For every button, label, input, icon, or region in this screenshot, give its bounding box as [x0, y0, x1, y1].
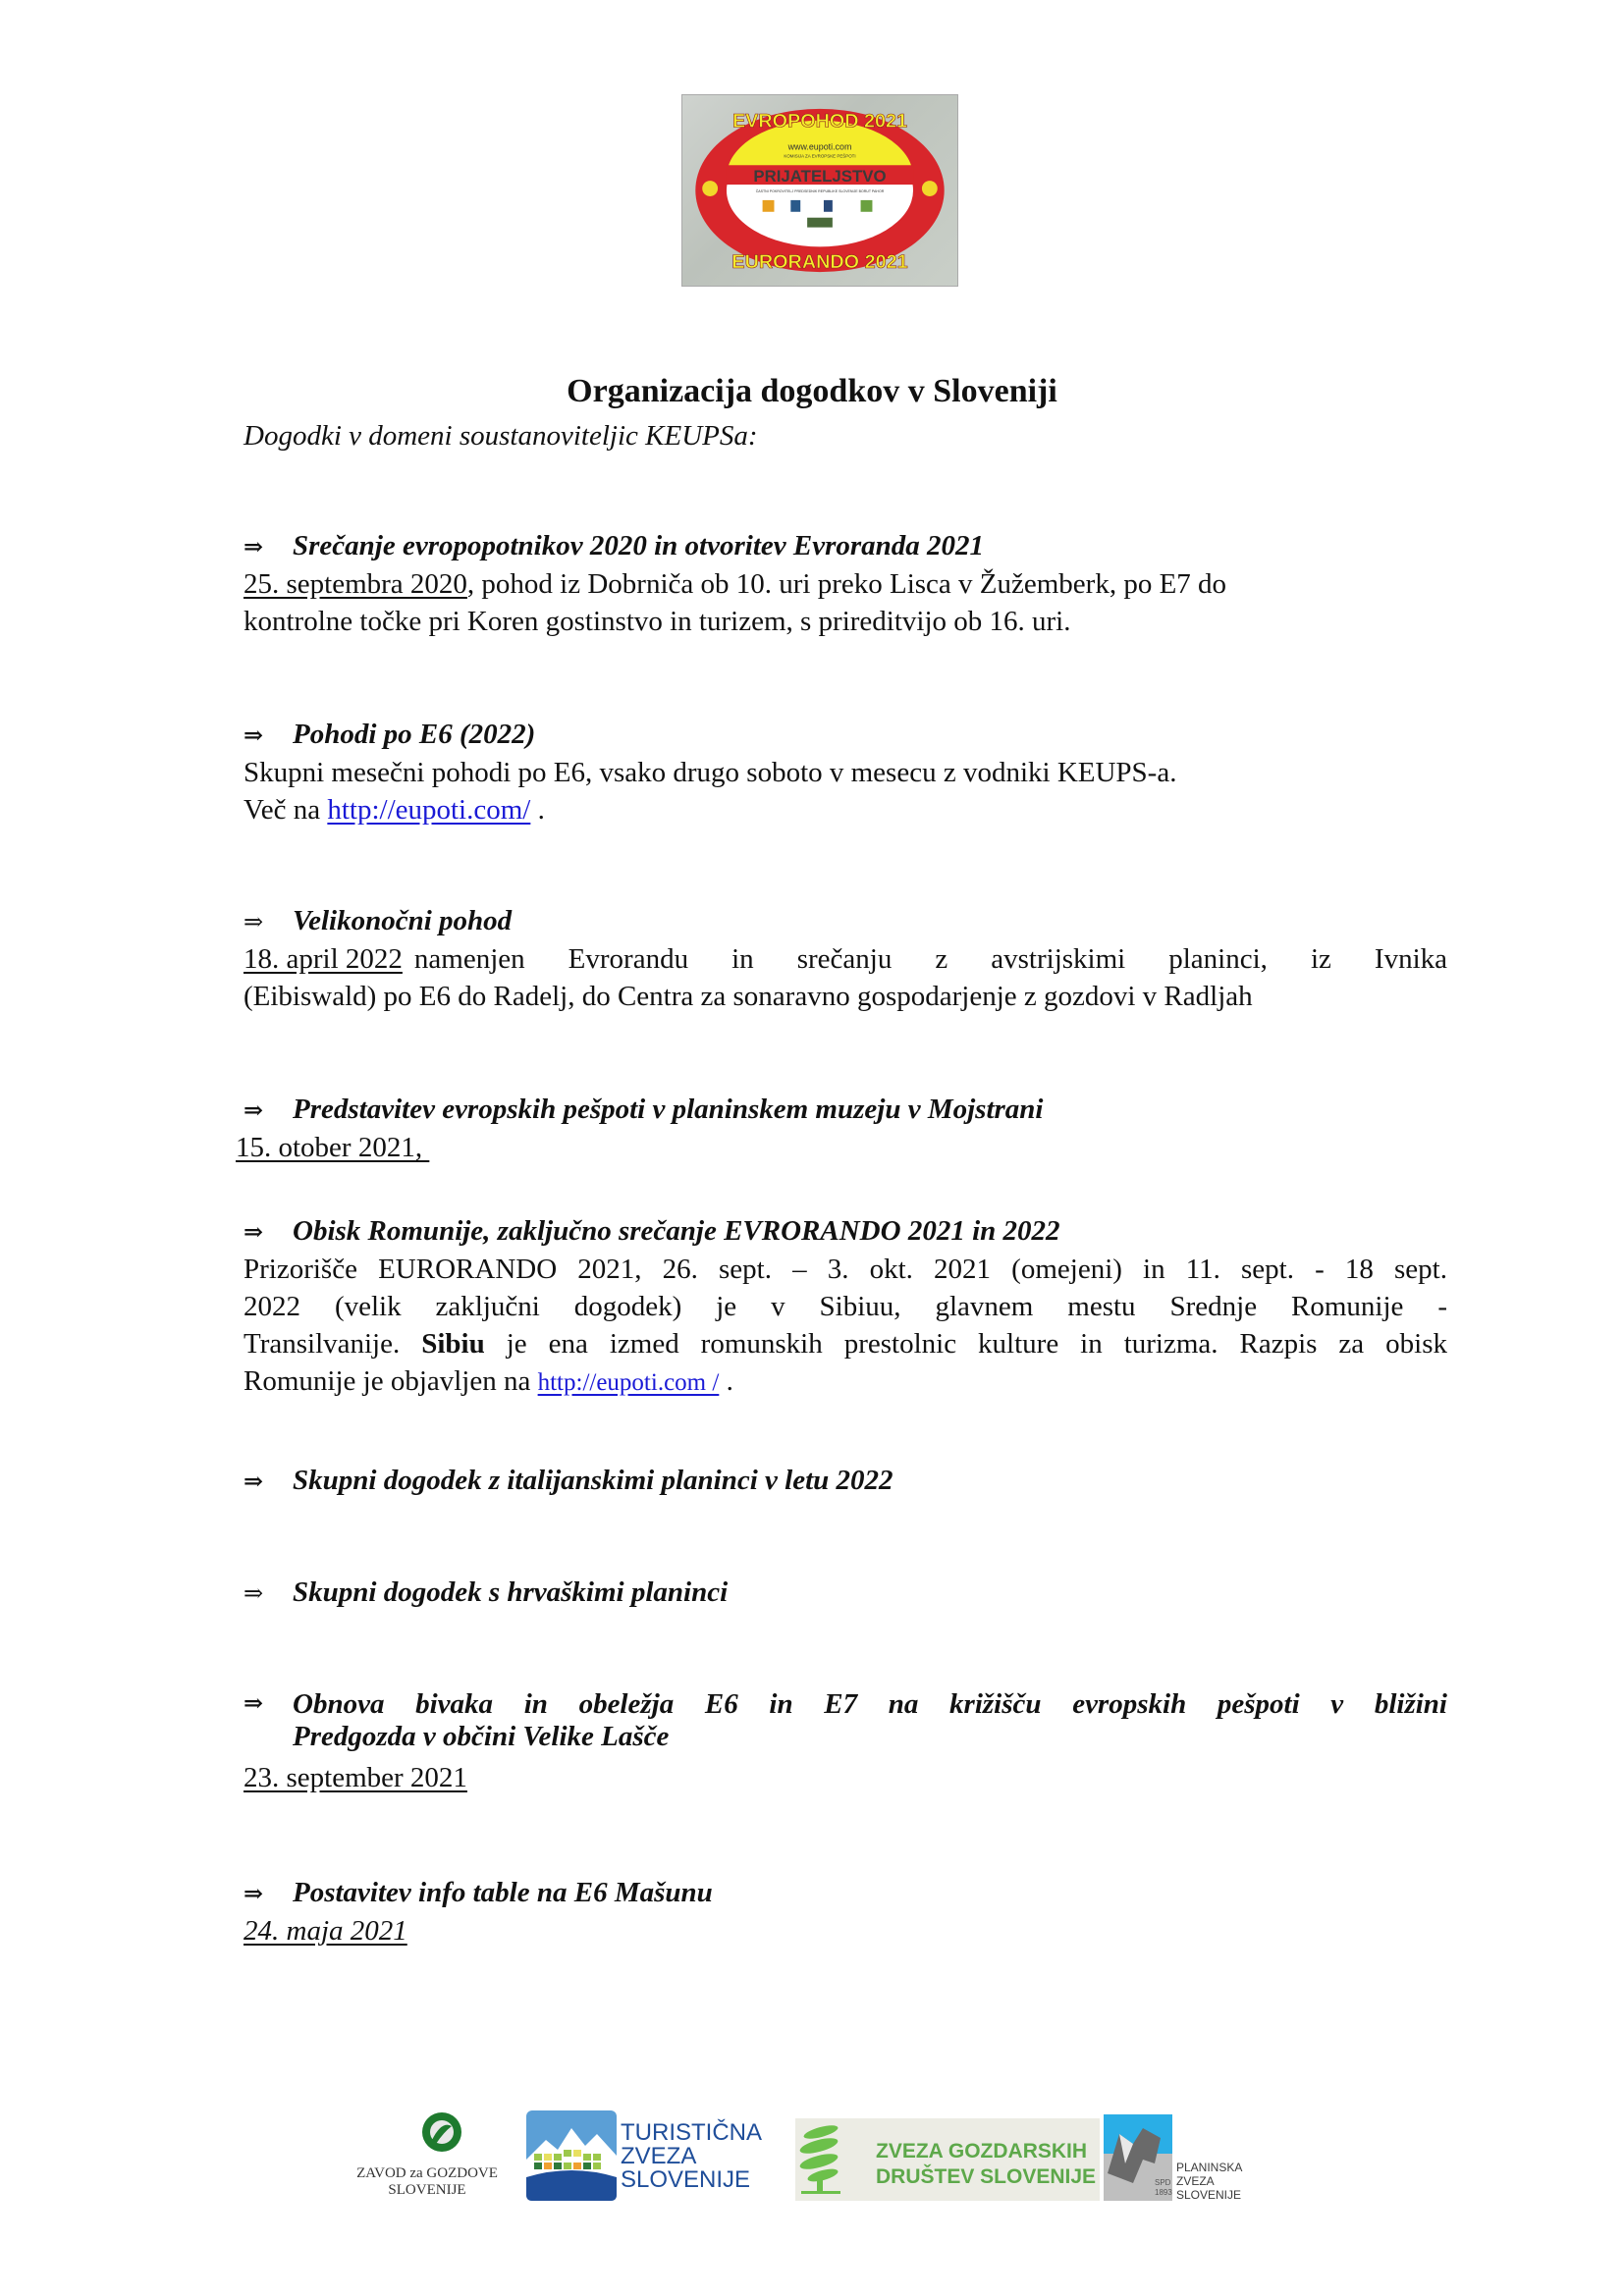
- event-heading-7: ⇒ Skupni dogodek s hrvaškimi planinci: [244, 1576, 729, 1608]
- event-heading-4: ⇒ Predstavitev evropskih pešpoti v planinskem muzeju v Mojstrani: [244, 1094, 1044, 1125]
- badge-banner-text: PRIJATELJSTVO: [753, 167, 887, 187]
- arrow-right-icon: ⇒: [244, 1691, 264, 1717]
- zveza-gozdarskih-drustev-logo: [795, 2118, 1100, 2201]
- zavod-za-gozdove-logo: [334, 2110, 520, 2209]
- turisticna-zveza-mark-logo: [526, 2110, 617, 2201]
- page-subtitle: Dogodki v domeni soustanoviteljic KEUPSa:: [244, 420, 758, 452]
- svg-text:ZAVOD za GOZDOVE: ZAVOD za GOZDOVE: [356, 2165, 498, 2181]
- svg-text:SLOVENIJE: SLOVENIJE: [388, 2182, 466, 2198]
- event-heading-9: ⇒ Postavitev info table na E6 Mašunu: [244, 1877, 713, 1908]
- arrow-right-icon: ⇒: [244, 1098, 264, 1124]
- svg-text:SLOVENIJE: SLOVENIJE: [1176, 2188, 1242, 2202]
- svg-text:DRUŠTEV SLOVENIJE: DRUŠTEV SLOVENIJE: [876, 2165, 1097, 2188]
- svg-text:PLANINSKA: PLANINSKA: [1176, 2161, 1243, 2174]
- svg-text:SPD: SPD: [1155, 2178, 1171, 2187]
- eupoti-link[interactable]: http://eupoti.com /: [537, 1369, 720, 1396]
- event-heading-6: ⇒ Skupni dogodek z italijanskimi planinci v letu 2022: [244, 1465, 893, 1496]
- svg-text:ČASTNI POKROVITELJ PREDSEDNIK: ČASTNI POKROVITELJ PREDSEDNIK REPUBLIKE SLOVENIJE BORUT PAHOR: [755, 188, 885, 193]
- event-body-5: Prizorišče EURORANDO 2021, 26. sept. – 3. okt. 2021 (omejeni) in 11. sept. - 18 sept. 2022 (velik zaključni dogodek) je v Sibiuu, glavnem mestu Srednje Romunije - Transilvanije. Sibiu je ena izmed romunskih prestolnic kulture in turizma. Razpis za obisk Romunije je objavljen na http://eupoti.com / .: [244, 1254, 1447, 1397]
- arrow-right-icon: ⇒: [244, 910, 264, 935]
- svg-text:TURISTIČNA: TURISTIČNA: [621, 2119, 762, 2146]
- badge-top-arc-text: EVROPOHOD 2021: [731, 110, 908, 133]
- event-heading-1: ⇒ Srečanje evropopotnikov 2020 in otvoritev Evroranda 2021: [244, 530, 985, 561]
- arrow-right-icon: ⇒: [244, 1882, 264, 1907]
- arrow-right-icon: ⇒: [244, 1220, 264, 1246]
- event-date: 24. maja 2021: [244, 1915, 407, 1947]
- event-body-9: [244, 1912, 407, 1949]
- svg-text:ZVEZA: ZVEZA: [621, 2143, 697, 2169]
- event-date: 15. otober 2021,: [236, 1132, 430, 1163]
- event-heading-3: ⇒ Velikonočni pohod: [244, 905, 513, 936]
- badge-website-text: www.eupoti.com: [787, 141, 852, 152]
- svg-text:ZVEZA GOZDARSKIH: ZVEZA GOZDARSKIH: [876, 2140, 1088, 2163]
- event-heading-8: ⇒ Obnova bivaka in obeležja E6 in E7 na križišču evropskih pešpoti v bližini Predgozda v občini Velike Lašče: [244, 1688, 1447, 1752]
- event-heading-5: ⇒ Obisk Romunije, zaključno srečanje EVRORANDO 2021 in 2022: [244, 1215, 1060, 1247]
- arrow-right-icon: ⇒: [244, 1581, 264, 1607]
- event-body-1: 25. septembra 2020, pohod iz Dobrniča ob 10. uri preko Lisca v Žužemberk, po E7 do kontrolne točke pri Koren gostinstvo in turizem, s prireditvijo ob 16. uri.: [244, 568, 1227, 637]
- badge-bottom-arc-text: EURORANDO 2021: [731, 251, 908, 274]
- svg-text:1893: 1893: [1155, 2188, 1172, 2197]
- turisticna-zveza-slovenije-logo: [619, 2118, 776, 2207]
- svg-text:KOMISIJA ZA EVROPSKE PEŠPOTI: KOMISIJA ZA EVROPSKE PEŠPOTI: [784, 153, 856, 159]
- arrow-right-icon: ⇒: [244, 723, 264, 749]
- svg-text:SLOVENIJE: SLOVENIJE: [621, 2166, 751, 2193]
- event-heading-2: ⇒ Pohodi po E6 (2022): [244, 719, 536, 750]
- footer-partner-logos: [334, 2110, 1276, 2209]
- event-body-2: Skupni mesečni pohodi po E6, vsako drugo soboto v mesecu z vodniki KEUPS-a. Več na http://eupoti.com/ .: [244, 757, 1177, 826]
- evropohod-2021-badge-logo: [681, 94, 958, 287]
- event-date: 18. april 2022: [244, 943, 403, 975]
- event-date: 25. septembra 2020: [244, 568, 467, 600]
- arrow-right-icon: ⇒: [244, 535, 264, 561]
- svg-text:ZVEZA: ZVEZA: [1176, 2174, 1215, 2188]
- page-title: Organizacija dogodkov v Sloveniji: [567, 373, 1057, 409]
- planinska-zveza-slovenije-logo: [1104, 2114, 1276, 2205]
- event-date: 23. september 2021: [244, 1762, 467, 1793]
- eupoti-link[interactable]: http://eupoti.com/: [327, 794, 531, 826]
- event-body-3: 18. april 2022 namenjen Evrorandu in srečanju z avstrijskimi planinci, iz Ivnika (Eibiswald) po E6 do Radelj, do Centra za sonaravno gospodarjenje z gozdovi v Radljah: [244, 940, 1447, 1015]
- event-body-4: [236, 1129, 429, 1166]
- arrow-right-icon: ⇒: [244, 1469, 264, 1495]
- event-body-8: [244, 1759, 467, 1796]
